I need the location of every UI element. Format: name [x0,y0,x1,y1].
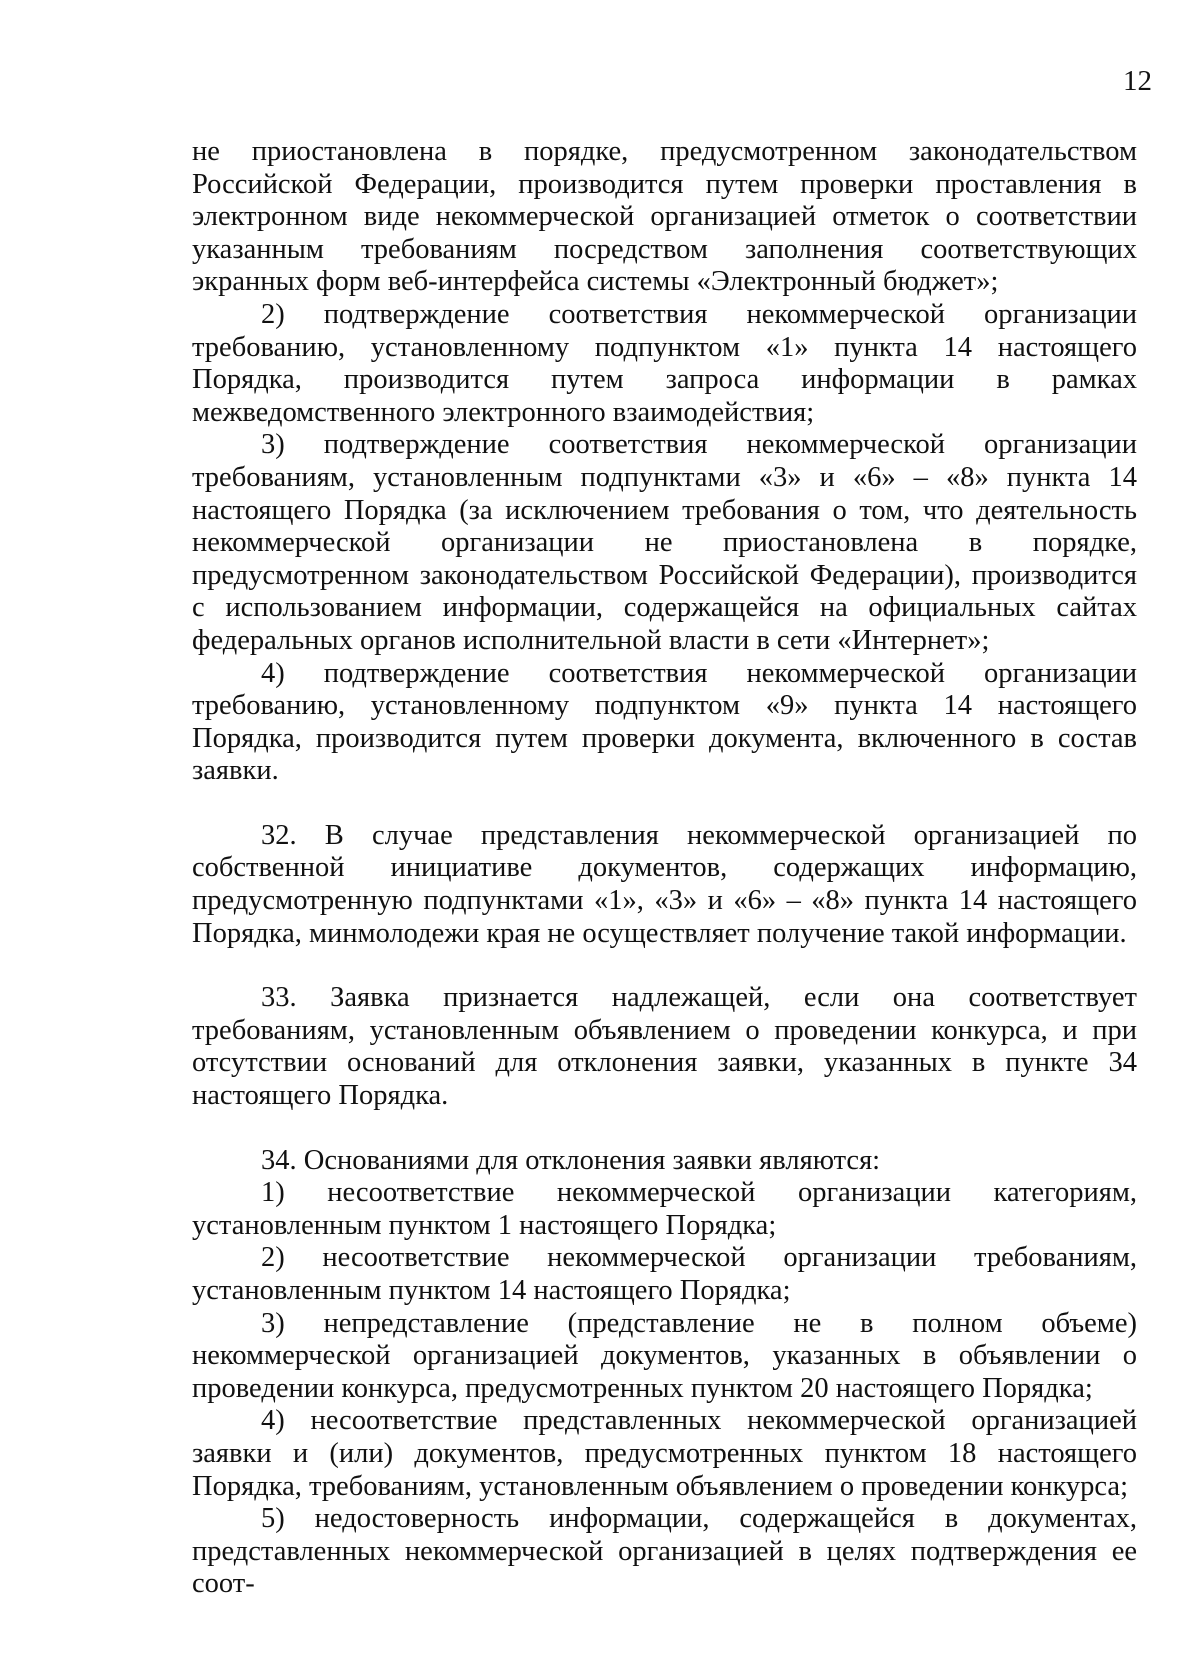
paragraph-reason-3: 3) непредставление (представление не в полном объеме) некоммерческой организацией документов, указанных в объявлении о проведении конкурса, предусмотренных пунктом 20 настоящего Порядка; [192,1307,1137,1404]
paragraph-item-2: 2) подтверждение соответствия некоммерческой организации требованию, установленному подпунктом «1» пункта 14 настоящего Порядка, производится путем запроса информации в рамках межведомственного электронного взаимодействия; [192,298,1137,428]
document-body [192,136,1137,1601]
page-number: 12 [1123,65,1152,97]
paragraph-reason-5: 5) недостоверность информации, содержащейся в документах, представленных некоммерческой организацией в целях подтверждения ее соот- [192,1503,1137,1600]
paragraph-continuation: не приостановлена в порядке, предусмотренном законодательством Российской Федерации, производится путем проверки проставления в электронном виде некоммерческой организацией отметок о соответствии указанным требованиям посредством заполнения соответствующих экранных форм веб-интерфейса системы «Электронный бюджет»; [192,136,1137,298]
paragraph-section-32: 32. В случае представления некоммерческой организацией по собственной инициативе документов, содержащих информацию, предусмотренную подпунктами «1», «3» и «6» – «8» пункта 14 настоящего Порядка, минмолодежи края не осуществляет получение такой информации. [192,819,1137,949]
paragraph-section-34: 34. Основаниями для отклонения заявки являются: [261,1144,881,1176]
paragraph-item-4: 4) подтверждение соответствия некоммерческой организации требованию, установленному подпунктом «9» пункта 14 настоящего Порядка, производится путем проверки документа, включенного в состав заявки. [192,657,1137,787]
paragraph-section-33: 33. Заявка признается надлежащей, если она соответствует требованиям, установленным объявлением о проведении конкурса, и при отсутствии оснований для отклонения заявки, указанных в пункте 34 настоящего Порядка. [192,982,1137,1112]
paragraph-spacer [192,950,1137,982]
paragraph-spacer [192,1113,1137,1145]
paragraph-reason-4: 4) несоответствие представленных некоммерческой организацией заявки и (или) документов, предусмотренных пунктом 18 настоящего Порядка, требованиям, установленным объявлением о проведении конкурса; [192,1405,1137,1502]
paragraph-reason-1: 1) несоответствие некоммерческой организации категориям, установленным пунктом 1 настоящего Порядка; [192,1177,1137,1241]
paragraph-item-3: 3) подтверждение соответствия некоммерческой организации требованиям, установленным подпунктами «3» и «6» – «8» пункта 14 настоящего Порядка (за исключением требования о том, что деятельность некоммерческой организации не приостановлена в порядке, предусмотренном законодательством Российской Федерации), производится с использованием информации, содержащейся на официальных сайтах федеральных органов исполнительной власти в сети «Интернет»; [192,429,1137,656]
paragraph-reason-2: 2) несоответствие некоммерческой организации требованиям, установленным пунктом 14 настоящего Порядка; [192,1242,1137,1306]
paragraph-spacer [192,788,1137,820]
